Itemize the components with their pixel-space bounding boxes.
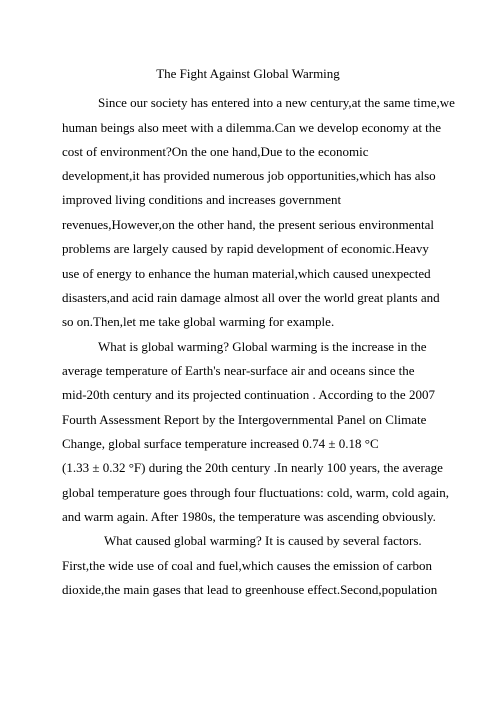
text-line-4: development,it has provided numerous job opportunities,which has also <box>62 168 436 183</box>
text-line-11: What is global warming? Global warming is the increase in the <box>98 339 427 354</box>
text-line-1: Since our society has entered into a new century,at the same time,we <box>98 95 455 110</box>
text-line-9: disasters,and acid rain damage almost all over the world great plants and <box>62 290 440 305</box>
text-line-15: Change, global surface temperature increased 0.74 ± 0.18 °C <box>62 436 379 451</box>
document-title: The Fight Against Global Warming <box>156 66 340 81</box>
text-line-13: mid-20th century and its projected continuation . According to the 2007 <box>62 387 435 402</box>
text-line-14: Fourth Assessment Report by the Intergovernmental Panel on Climate <box>62 412 427 427</box>
text-line-20: First,the wide use of coal and fuel,which causes the emission of carbon <box>62 558 433 573</box>
text-line-18: and warm again. After 1980s, the temperature was ascending obviously. <box>62 509 436 524</box>
text-line-6: revenues,However,on the other hand, the present serious environmental <box>62 217 435 232</box>
text-line-19: What caused global warming? It is caused by several factors. <box>104 533 422 548</box>
text-line-5: improved living conditions and increases government <box>62 192 342 207</box>
text-line-16: (1.33 ± 0.32 °F) during the 20th century .In nearly 100 years, the average <box>62 460 443 475</box>
text-line-2: human beings also meet with a dilemma.Can we develop economy at the <box>62 120 442 135</box>
text-line-21: dioxide,the main gases that lead to greenhouse effect.Second,population <box>62 582 438 597</box>
text-line-10: so on.Then,let me take global warming for example. <box>62 314 335 329</box>
text-line-8: use of energy to enhance the human material,which caused unexpected <box>62 266 431 281</box>
text-line-17: global temperature goes through four fluctuations: cold, warm, cold again, <box>62 485 449 500</box>
text-line-7: problems are largely caused by rapid development of economic.Heavy <box>62 241 429 256</box>
text-line-12: average temperature of Earth's near-surface air and oceans since the <box>62 363 415 378</box>
text-line-3: cost of environment?On the one hand,Due to the economic <box>62 144 369 159</box>
